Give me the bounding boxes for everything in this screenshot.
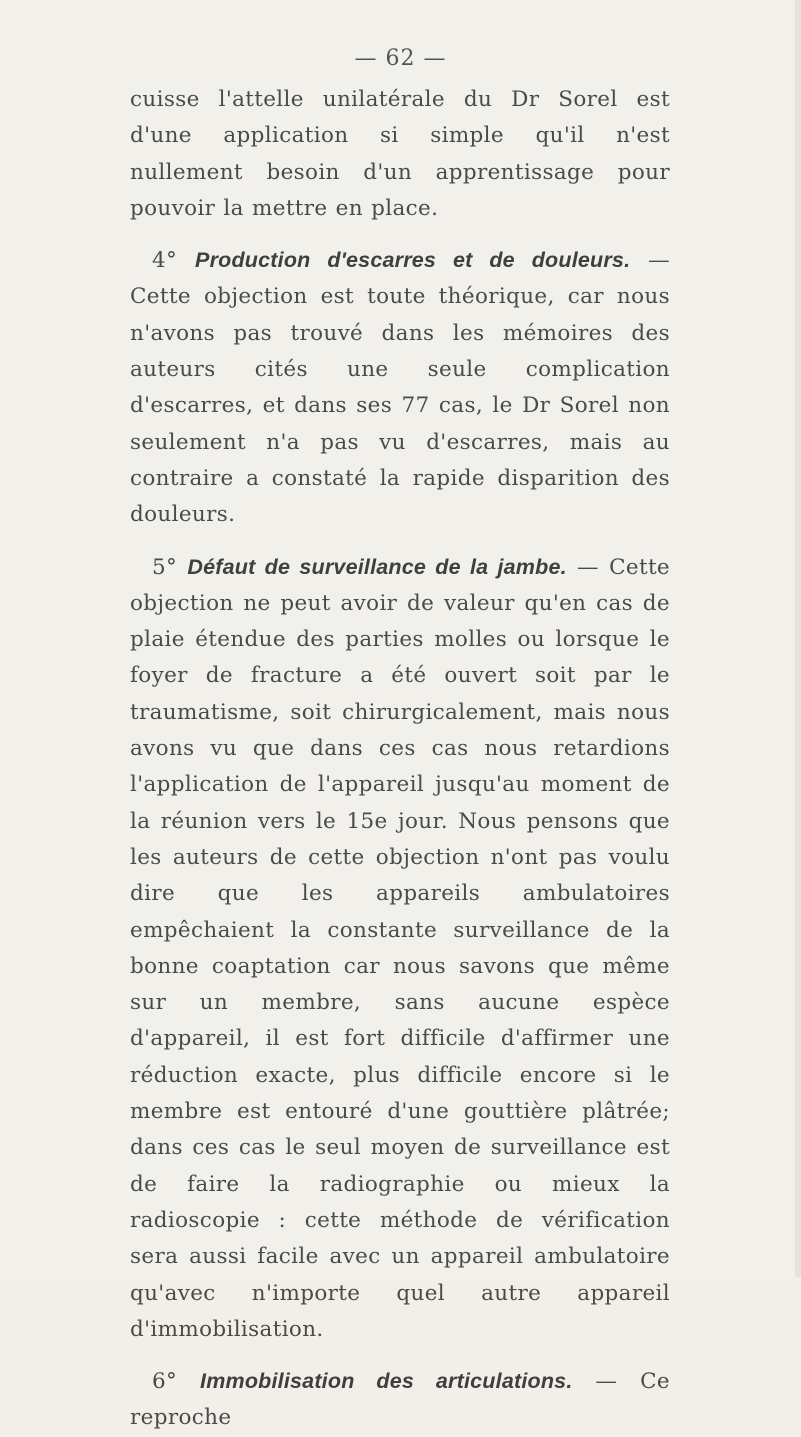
section-number: 5° [152, 554, 178, 580]
section-number: 4° [152, 248, 178, 274]
paragraph-text: — Cette objection ne peut avoir de valeur qu'en cas de plaie étendue des parties molles ou lorsque le foyer de fracture a été ouvert soit par le traumatisme, soit chirurgicalement, mais nous avons vu que dans ces cas nous retardions l'application de l'appareil jusqu'au moment de la réunion vers le 15e jour. Nous pensons que les auteurs de cette objection n'ont pas voulu dire que les appareils ambulatoires empêchaient la constante surveillance de la bonne coaptation car nous savons que même sur un membre, sans aucune espèce d'appareil, il est fort difficile d'affirmer une réduction exacte, plus difficile encore si le membre est entouré d'une gouttière plâtrée; dans ces cas le seul moyen de surveillance est de faire la radiographie ou mieux la radioscopie : cette méthode de vérification sera aussi facile avec un appareil ambulatoire qu'avec n'importe quel autre appareil d'immobilisation. [130, 554, 671, 1342]
section-heading: Immobilisation des articulations. [200, 1369, 573, 1394]
paragraph-text: — Ce reproche [130, 1369, 670, 1431]
paragraph-continuation [130, 82, 670, 227]
page-number: — 62 — [354, 46, 447, 71]
section-heading: Production d'escarres et de douleurs. [195, 248, 631, 273]
paragraph-section-4 [130, 242, 670, 533]
paragraph-text: — Cette objection est toute théorique, car nous n'avons pas trouvé dans les mémoires des auteurs cités une seule complication d'escarres, et dans ses 77 cas, le Dr Sorel non seulement n'a pas vu d'escarres, mais au contraire a constaté la rapide disparition des douleurs. [130, 248, 671, 528]
page-edge-shadow [795, 0, 801, 1277]
section-number: 6° [152, 1369, 178, 1395]
paragraph-text: cuisse l'attelle unilatérale du Dr Sorel est d'une application si simple qu'il n'est nullement besoin d'un apprentissage pour pouvoir la mettre en place. [130, 87, 670, 221]
paragraph-section-5 [130, 549, 670, 1349]
body-text [130, 82, 670, 1437]
section-heading: Défaut de surveillance de la jambe. [187, 554, 567, 579]
paragraph-section-6 [130, 1363, 670, 1437]
